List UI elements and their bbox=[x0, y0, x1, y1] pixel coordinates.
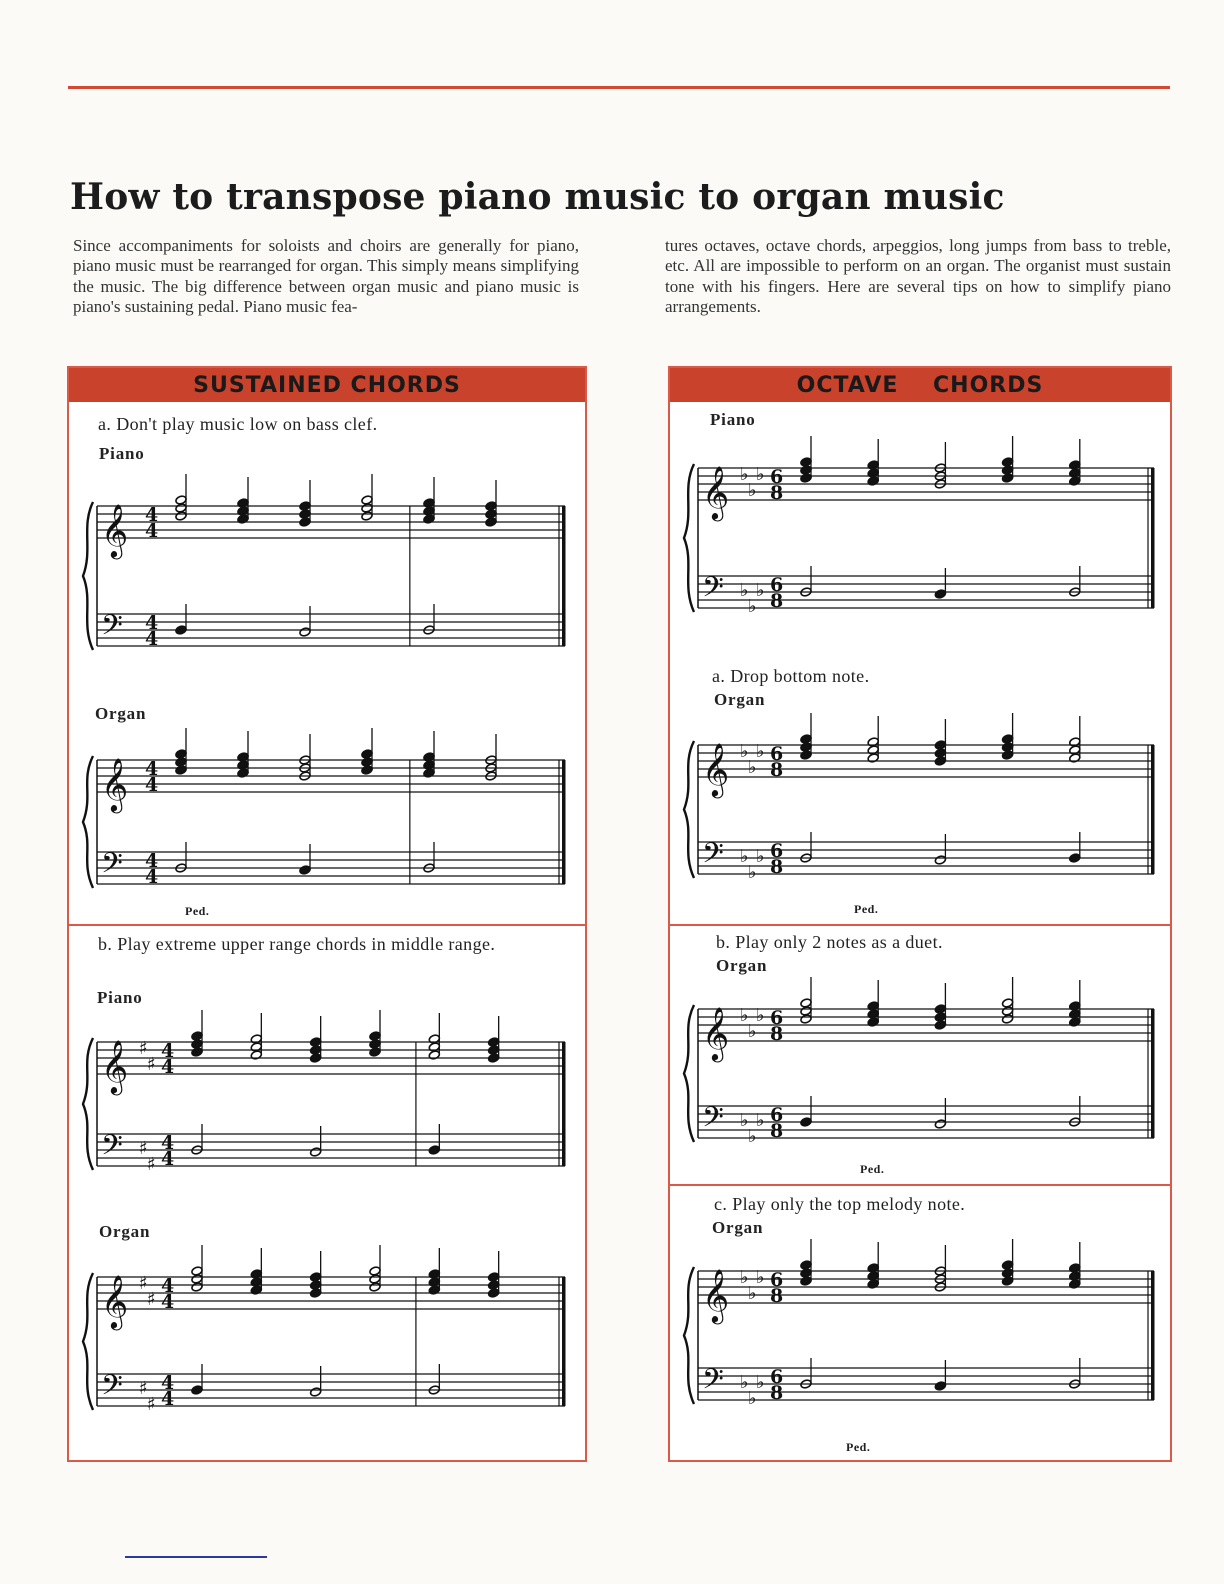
time-signature-bottom: 8 bbox=[770, 482, 784, 504]
time-signature-top: 6 bbox=[770, 1366, 784, 1388]
time-signature-top: 6 bbox=[770, 840, 784, 862]
chord-note bbox=[361, 511, 373, 521]
octave-piano-staff bbox=[678, 440, 1166, 640]
staff-lines bbox=[97, 506, 565, 646]
flat-icon: ♭ bbox=[740, 846, 749, 867]
time-signature-top: 4 bbox=[161, 1275, 175, 1297]
octave-piano-label: Piano bbox=[710, 410, 756, 429]
chord-note bbox=[867, 1279, 879, 1289]
octave-section-a bbox=[670, 402, 1170, 924]
chord-note bbox=[934, 1020, 946, 1030]
bass-note bbox=[310, 1387, 322, 1397]
treble-clef-icon: 𝄞 bbox=[101, 1274, 129, 1328]
chord-note bbox=[1069, 1279, 1081, 1289]
octave-section-c bbox=[670, 1184, 1170, 1462]
flat-icon: ♭ bbox=[740, 580, 749, 601]
octave-c-organ-staff bbox=[678, 1246, 1166, 1426]
chord-note bbox=[867, 753, 879, 763]
time-signature-bottom: 4 bbox=[145, 774, 159, 796]
brace bbox=[83, 1273, 93, 1410]
chord-note bbox=[428, 1050, 440, 1060]
octave-b-caption: b. Play only 2 notes as a duet. bbox=[716, 932, 943, 952]
bass-note bbox=[1069, 853, 1081, 863]
page-title: How to transpose piano music to organ music bbox=[70, 176, 1005, 218]
sustained-chords-heading: SUSTAINED CHORDS bbox=[69, 368, 585, 402]
time-signature-top: 4 bbox=[161, 1040, 175, 1062]
octave-a-organ-label: Organ bbox=[714, 690, 766, 709]
octave-b-ped-label: Ped. bbox=[860, 1162, 885, 1176]
flat-icon: ♭ bbox=[748, 862, 757, 883]
bass-note bbox=[310, 1147, 322, 1157]
sharp-icon: ♯ bbox=[139, 1273, 148, 1294]
treble-clef-icon: 𝄞 bbox=[702, 465, 730, 519]
time-signature-top: 4 bbox=[145, 504, 159, 526]
chord-note bbox=[800, 750, 812, 760]
intro-paragraph-left: Since accompaniments for soloists and choirs are generally for piano, piano music must be rearranged for organ. This simply means simplifying the music. The big difference between organ music and piano music is piano's sustaining pedal. Piano music fea- bbox=[73, 236, 579, 317]
bass-note bbox=[934, 1119, 946, 1129]
flat-icon: ♭ bbox=[756, 1267, 765, 1288]
octave-a-caption: a. Drop bottom note. bbox=[712, 666, 870, 686]
bass-note bbox=[299, 627, 311, 637]
octave-section-b bbox=[670, 924, 1170, 1186]
treble-clef-icon: 𝄞 bbox=[702, 1268, 730, 1322]
time-signature-bottom: 4 bbox=[145, 520, 159, 542]
sustained-chords-panel bbox=[67, 366, 587, 1462]
chord-note bbox=[485, 517, 497, 527]
time-signature-bottom: 4 bbox=[145, 866, 159, 888]
sustained-a-organ-label: Organ bbox=[95, 704, 147, 723]
chord-note bbox=[488, 1288, 500, 1298]
chord-note bbox=[867, 1017, 879, 1027]
intro-paragraph-right: tures octaves, octave chords, arpeggios, long jumps from bass to treble, etc. All are impossible to perform on an organ. The organist must sustain tone with his fingers. Here are several tips on how to simplify piano arrangements. bbox=[665, 236, 1171, 317]
octave-a-ped-label: Ped. bbox=[854, 902, 879, 916]
time-signature-top: 6 bbox=[770, 1007, 784, 1029]
time-signature-top: 6 bbox=[770, 1269, 784, 1291]
brace bbox=[684, 1267, 694, 1404]
chord-note bbox=[1001, 1014, 1013, 1024]
treble-clef-icon: 𝄞 bbox=[702, 742, 730, 796]
flat-icon: ♭ bbox=[740, 1267, 749, 1288]
bass-clef-icon: 𝄢 bbox=[702, 571, 724, 611]
brace bbox=[684, 1005, 694, 1142]
time-signature-bottom: 4 bbox=[161, 1056, 175, 1078]
brace bbox=[83, 502, 93, 650]
chord-note bbox=[191, 1047, 203, 1057]
chord-note bbox=[934, 756, 946, 766]
chord-note bbox=[369, 1282, 381, 1292]
flat-icon: ♭ bbox=[748, 1126, 757, 1147]
sharp-icon: ♯ bbox=[139, 1378, 148, 1399]
sustained-a-piano-label: Piano bbox=[99, 444, 145, 463]
flat-icon: ♭ bbox=[748, 480, 757, 501]
treble-clef-icon: 𝄞 bbox=[101, 503, 129, 557]
octave-c-caption: c. Play only the top melody note. bbox=[714, 1194, 966, 1214]
sustained-b-piano-label: Piano bbox=[97, 988, 143, 1007]
chord-note bbox=[250, 1050, 262, 1060]
sustained-a-piano-staff bbox=[77, 478, 577, 678]
chord-note bbox=[237, 768, 249, 778]
bass-clef-icon: 𝄢 bbox=[101, 609, 123, 649]
time-signature-top: 4 bbox=[161, 1132, 175, 1154]
staff-lines bbox=[698, 1009, 1154, 1138]
bass-note bbox=[934, 855, 946, 865]
brace bbox=[684, 741, 694, 878]
sustained-section-a bbox=[69, 402, 585, 924]
bass-note bbox=[299, 865, 311, 875]
chord-note bbox=[1069, 476, 1081, 486]
flat-icon: ♭ bbox=[756, 580, 765, 601]
flat-icon: ♭ bbox=[740, 741, 749, 762]
chord-note bbox=[175, 765, 187, 775]
time-signature-top: 4 bbox=[145, 850, 159, 872]
octave-b-organ-label: Organ bbox=[716, 956, 768, 975]
time-signature-top: 4 bbox=[145, 758, 159, 780]
sharp-icon: ♯ bbox=[147, 1394, 156, 1415]
treble-clef-icon: 𝄞 bbox=[101, 757, 129, 811]
chord-note bbox=[175, 511, 187, 521]
chord-note bbox=[361, 765, 373, 775]
octave-chords-heading: OCTAVE CHORDS bbox=[670, 368, 1170, 402]
chord-note bbox=[867, 476, 879, 486]
flat-icon: ♭ bbox=[748, 1021, 757, 1042]
time-signature-bottom: 8 bbox=[770, 590, 784, 612]
sustained-a-caption: a. Don't play music low on bass clef. bbox=[98, 414, 378, 434]
bass-note bbox=[934, 1381, 946, 1391]
flat-icon: ♭ bbox=[756, 1005, 765, 1026]
chord-note bbox=[310, 1053, 322, 1063]
flat-icon: ♭ bbox=[756, 1110, 765, 1131]
octave-chords-panel bbox=[668, 366, 1172, 1462]
time-signature-bottom: 8 bbox=[770, 1120, 784, 1142]
bass-note bbox=[428, 1145, 440, 1155]
time-signature-bottom: 4 bbox=[161, 1388, 175, 1410]
bass-clef-icon: 𝄢 bbox=[101, 1369, 123, 1409]
chord-note bbox=[800, 1014, 812, 1024]
bass-clef-icon: 𝄢 bbox=[101, 1129, 123, 1169]
chord-note bbox=[1069, 1017, 1081, 1027]
staff-lines bbox=[698, 468, 1154, 608]
chord-note bbox=[1001, 1276, 1013, 1286]
chord-note bbox=[299, 517, 311, 527]
brace bbox=[83, 756, 93, 888]
sustained-b-organ-staff bbox=[77, 1252, 577, 1432]
flat-icon: ♭ bbox=[756, 741, 765, 762]
footer-rule bbox=[125, 1556, 267, 1558]
bass-note bbox=[800, 1117, 812, 1127]
flat-icon: ♭ bbox=[748, 757, 757, 778]
sustained-section-b bbox=[69, 924, 585, 1462]
sustained-b-piano-staff bbox=[77, 1018, 577, 1188]
top-rule bbox=[68, 86, 1170, 89]
sustained-a-ped-label: Ped. bbox=[185, 904, 210, 918]
time-signature-top: 6 bbox=[770, 743, 784, 765]
staff-lines bbox=[698, 1271, 1154, 1400]
bass-clef-icon: 𝄢 bbox=[702, 1101, 724, 1141]
chord-note bbox=[310, 1288, 322, 1298]
chord-note bbox=[800, 473, 812, 483]
sustained-a-organ-staff bbox=[77, 736, 577, 906]
treble-clef-icon: 𝄞 bbox=[101, 1039, 129, 1093]
flat-icon: ♭ bbox=[748, 1283, 757, 1304]
flat-icon: ♭ bbox=[756, 1372, 765, 1393]
chord-note bbox=[488, 1053, 500, 1063]
sharp-icon: ♯ bbox=[139, 1138, 148, 1159]
bass-note bbox=[191, 1385, 203, 1395]
time-signature-bottom: 4 bbox=[161, 1148, 175, 1170]
time-signature-top: 6 bbox=[770, 574, 784, 596]
staff-lines bbox=[698, 745, 1154, 874]
chord-note bbox=[369, 1047, 381, 1057]
sustained-b-organ-label: Organ bbox=[99, 1222, 151, 1241]
sharp-icon: ♯ bbox=[147, 1154, 156, 1175]
sustained-b-caption: b. Play extreme upper range chords in middle range. bbox=[98, 934, 496, 954]
bass-clef-icon: 𝄢 bbox=[702, 1363, 724, 1403]
treble-clef-icon: 𝄞 bbox=[702, 1006, 730, 1060]
time-signature-top: 4 bbox=[161, 1372, 175, 1394]
bass-clef-icon: 𝄢 bbox=[101, 847, 123, 887]
octave-a-organ-staff bbox=[678, 720, 1166, 900]
flat-icon: ♭ bbox=[756, 846, 765, 867]
sharp-icon: ♯ bbox=[147, 1289, 156, 1310]
flat-icon: ♭ bbox=[748, 1388, 757, 1409]
chord-note bbox=[237, 514, 249, 524]
chord-note bbox=[423, 514, 435, 524]
chord-note bbox=[250, 1285, 262, 1295]
bass-clef-icon: 𝄢 bbox=[702, 837, 724, 877]
brace bbox=[684, 464, 694, 612]
time-signature-bottom: 8 bbox=[770, 856, 784, 878]
octave-c-organ-label: Organ bbox=[712, 1218, 764, 1237]
time-signature-bottom: 4 bbox=[145, 628, 159, 650]
chord-note bbox=[423, 768, 435, 778]
time-signature-top: 6 bbox=[770, 1104, 784, 1126]
brace bbox=[83, 1038, 93, 1170]
time-signature-top: 4 bbox=[145, 612, 159, 634]
bass-note bbox=[175, 625, 187, 635]
flat-icon: ♭ bbox=[740, 1372, 749, 1393]
flat-icon: ♭ bbox=[740, 464, 749, 485]
chord-note bbox=[1001, 473, 1013, 483]
sharp-icon: ♯ bbox=[139, 1038, 148, 1059]
time-signature-bottom: 8 bbox=[770, 1382, 784, 1404]
chord-note bbox=[1069, 753, 1081, 763]
flat-icon: ♭ bbox=[756, 464, 765, 485]
chord-note bbox=[1001, 750, 1013, 760]
sharp-icon: ♯ bbox=[147, 1054, 156, 1075]
time-signature-bottom: 8 bbox=[770, 759, 784, 781]
chord-note bbox=[191, 1282, 203, 1292]
octave-b-organ-staff bbox=[678, 984, 1166, 1164]
flat-icon: ♭ bbox=[748, 596, 757, 617]
time-signature-top: 6 bbox=[770, 466, 784, 488]
chord-note bbox=[428, 1285, 440, 1295]
bass-note bbox=[934, 589, 946, 599]
flat-icon: ♭ bbox=[740, 1110, 749, 1131]
time-signature-bottom: 4 bbox=[161, 1291, 175, 1313]
flat-icon: ♭ bbox=[740, 1005, 749, 1026]
time-signature-bottom: 8 bbox=[770, 1023, 784, 1045]
chord-note bbox=[800, 1276, 812, 1286]
time-signature-bottom: 8 bbox=[770, 1285, 784, 1307]
octave-c-ped-label: Ped. bbox=[846, 1440, 871, 1454]
